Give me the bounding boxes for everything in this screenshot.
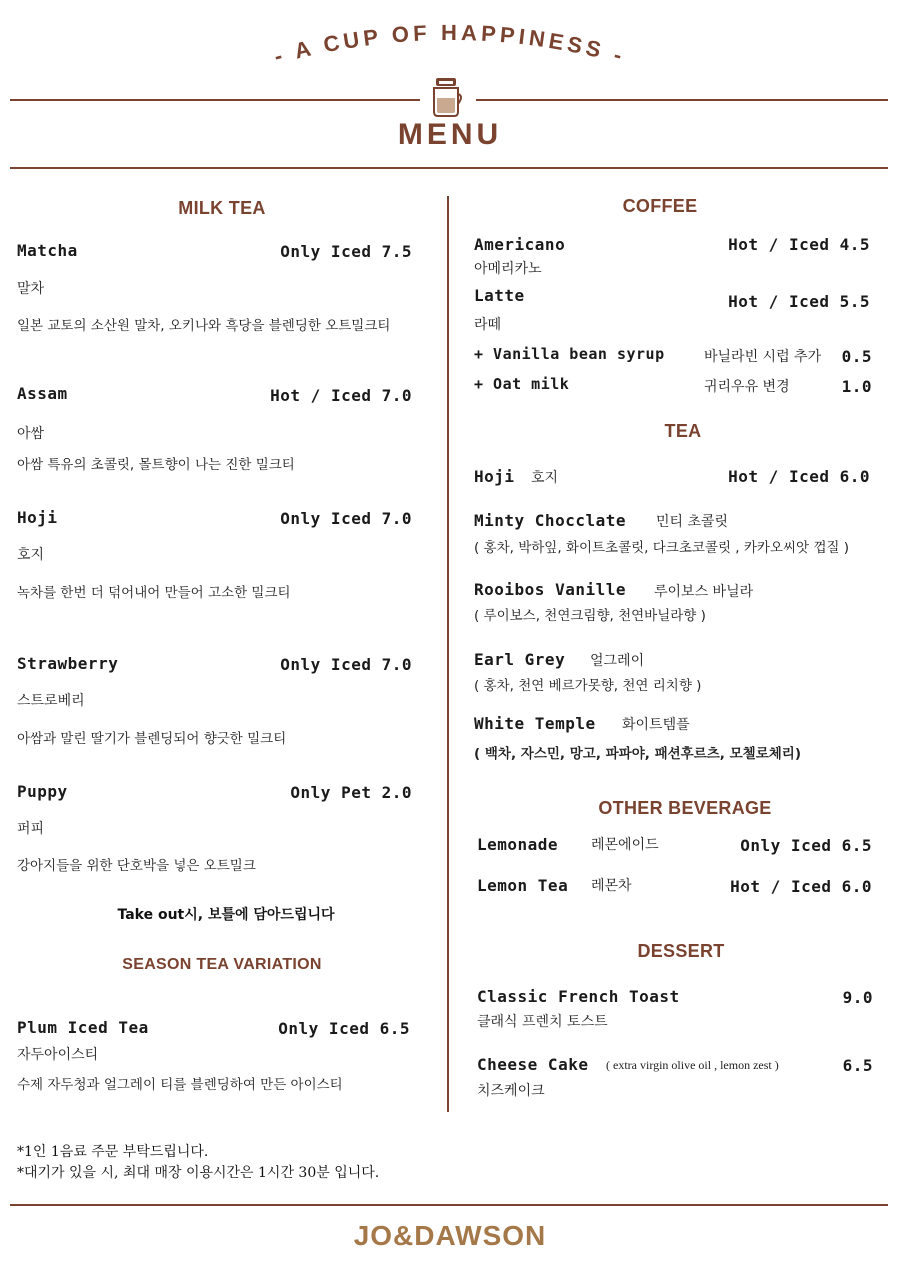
tea-item-name: White Temple	[474, 714, 596, 733]
milk-tea-item-desc: 아쌈 특유의 초콜릿, 몰트향이 나는 진한 밀크티	[17, 457, 295, 473]
coffee-addon-price: 0.5	[841, 347, 872, 366]
milk-tea-item-name: Matcha	[17, 241, 78, 260]
milk-tea-item-ko: 아쌈	[17, 426, 45, 442]
other-item-price: Only Iced 6.5	[740, 836, 872, 855]
coffee-americano-ko: 아메리카노	[474, 261, 542, 277]
season-item-ko: 자두아이스티	[17, 1047, 99, 1063]
other-item-name: Lemon Tea	[477, 876, 569, 895]
dessert-title: DESSERT	[637, 941, 725, 961]
milk-tea-item-price: Only Iced 7.5	[280, 242, 412, 261]
tea-title: TEA	[664, 421, 702, 441]
jar-icon	[428, 76, 464, 118]
other-item-ko: 레몬에이드	[591, 837, 659, 853]
tea-item-desc: ( 백차, 자스민, 망고, 파파야, 패션후르츠, 모첼로체리)	[474, 746, 802, 762]
dessert-toast-ko: 클래식 프렌치 토스트	[477, 1014, 608, 1030]
footer-note: *대기가 있을 시, 최대 매장 이용시간은 1시간 30분 입니다.	[17, 1165, 380, 1181]
milk-tea-item-ko: 말차	[17, 281, 45, 297]
tea-item-name: Rooibos Vanille	[474, 580, 626, 599]
season-item-price: Only Iced 6.5	[278, 1019, 410, 1038]
tea-item-ko: 얼그레이	[590, 653, 645, 669]
coffee-addon-ko: 귀리우유 변경	[704, 379, 790, 395]
other-item-price: Hot / Iced 6.0	[730, 877, 872, 896]
takeout-note: Take out시, 보틀에 담아드립니다	[117, 907, 335, 923]
dessert-cake-note: ( extra virgin olive oil , lemon zest )	[606, 1058, 779, 1072]
other-item-ko: 레몬차	[591, 878, 632, 894]
column-divider	[447, 196, 449, 1112]
header-rule-bottom	[10, 167, 888, 169]
tea-item-name: Minty Chocclate	[474, 511, 626, 530]
tea-item-ko: 화이트템플	[622, 717, 690, 733]
milk-tea-item-ko: 호지	[17, 547, 45, 563]
other-beverage-title: OTHER BEVERAGE	[598, 798, 772, 818]
header-rule-left	[10, 99, 420, 101]
tea-item-desc: ( 루이보스, 천연크림향, 천연바닐라향 )	[474, 608, 706, 624]
milk-tea-item-desc: 녹차를 한번 더 덖어내어 만들어 고소한 밀크티	[17, 585, 291, 601]
brand-logo: JO&DAWSON	[353, 1220, 547, 1251]
coffee-addon-name: + Oat milk	[474, 375, 570, 393]
milk-tea-item-desc: 강아지들을 위한 단호박을 넣은 오트밀크	[17, 858, 256, 874]
milk-tea-item-ko: 퍼피	[17, 821, 45, 837]
tea-item-name: Earl Grey	[474, 650, 566, 669]
coffee-americano-name: Americano	[474, 235, 566, 254]
header-rule-right	[476, 99, 888, 101]
milk-tea-item-desc: 아쌈과 말린 딸기가 블렌딩되어 향긋한 밀크티	[17, 731, 287, 747]
milk-tea-item-name: Assam	[17, 384, 68, 403]
season-item-desc: 수제 자두청과 얼그레이 티를 블렌딩하여 만든 아이스티	[17, 1077, 343, 1093]
milk-tea-item-price: Only Iced 7.0	[280, 509, 412, 528]
coffee-latte-price: Hot / Iced 5.5	[728, 292, 870, 311]
milk-tea-item-name: Hoji	[17, 508, 58, 527]
milk-tea-item-price: Only Pet 2.0	[290, 783, 412, 802]
coffee-title: COFFEE	[622, 196, 698, 216]
menu-title: MENU	[397, 118, 503, 151]
dessert-cake-ko: 치즈케이크	[477, 1083, 545, 1099]
tagline: - A CUP OF HAPPINESS -	[271, 19, 629, 69]
tea-item-desc: ( 홍차, 박하잎, 화이트초콜릿, 다크초코콜릿 , 카카오씨앗 껍질 )	[474, 540, 850, 556]
tea-hoji-price: Hot / Iced 6.0	[728, 467, 870, 486]
coffee-addon-name: + Vanilla bean syrup	[474, 345, 665, 363]
coffee-latte-ko: 라떼	[474, 317, 502, 333]
coffee-addon-ko: 바닐라빈 시럽 추가	[704, 349, 822, 365]
tea-hoji-name: Hoji	[474, 467, 515, 486]
milk-tea-item-name: Puppy	[17, 782, 68, 801]
tea-item-ko: 루이보스 바닐라	[654, 584, 754, 600]
milk-tea-item-ko: 스트로베리	[17, 693, 85, 709]
milk-tea-item-name: Strawberry	[17, 654, 119, 673]
footer-note: *1인 1음료 주문 부탁드립니다.	[17, 1144, 209, 1160]
dessert-cake-name: Cheese Cake	[477, 1055, 589, 1074]
dessert-cake-price: 6.5	[842, 1056, 873, 1075]
tea-item-desc: ( 홍차, 천연 베르가못향, 천연 리치향 )	[474, 678, 702, 694]
coffee-americano-price: Hot / Iced 4.5	[728, 235, 870, 254]
footer-rule	[10, 1204, 888, 1206]
coffee-latte-name: Latte	[474, 286, 525, 305]
milk-tea-title: MILK TEA	[178, 198, 266, 218]
milk-tea-item-price: Only Iced 7.0	[280, 655, 412, 674]
milk-tea-item-desc: 일본 교토의 소산원 말차, 오키나와 흑당을 블렌딩한 오트밀크티	[17, 318, 391, 334]
other-item-name: Lemonade	[477, 835, 559, 854]
tea-hoji-ko: 호지	[531, 470, 559, 486]
season-title: SEASON TEA VARIATION	[122, 956, 322, 973]
tea-item-ko: 민티 초콜릿	[656, 514, 729, 530]
season-item-name: Plum Iced Tea	[17, 1018, 149, 1037]
dessert-toast-price: 9.0	[842, 988, 873, 1007]
coffee-addon-price: 1.0	[841, 377, 872, 396]
dessert-toast-name: Classic French Toast	[477, 987, 680, 1006]
milk-tea-item-price: Hot / Iced 7.0	[270, 386, 412, 405]
